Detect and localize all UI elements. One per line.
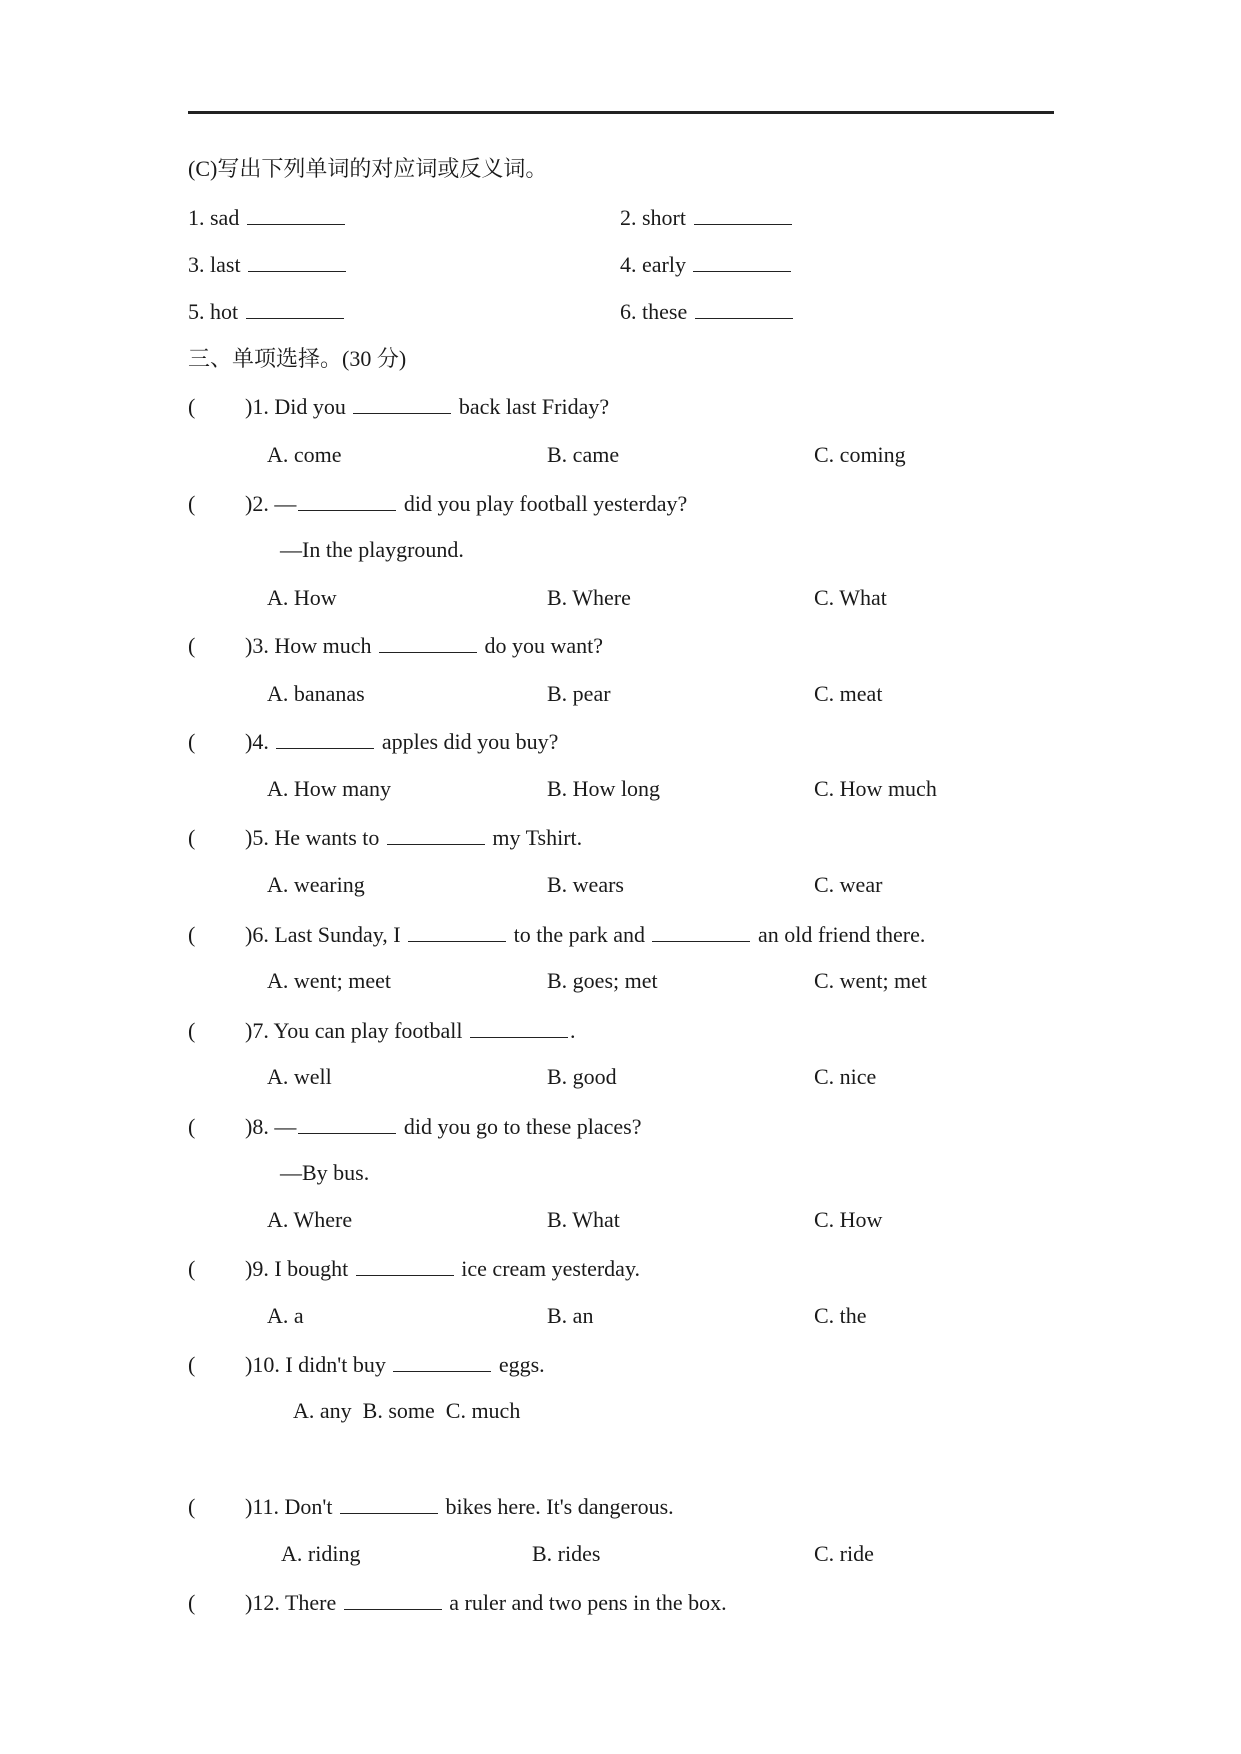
option-a[interactable]: A. wearing bbox=[267, 872, 365, 897]
question-text-before: There bbox=[284, 1590, 337, 1615]
question-blank[interactable] bbox=[298, 490, 396, 511]
question-text-before: Don't bbox=[284, 1494, 333, 1519]
question-9 bbox=[188, 1255, 640, 1282]
question-text-after: . bbox=[570, 1018, 576, 1043]
word-label: 6. these bbox=[620, 299, 688, 324]
option-a[interactable]: A. riding bbox=[281, 1541, 361, 1566]
question-text-before: — bbox=[274, 1114, 297, 1139]
option-c[interactable]: C. How bbox=[814, 1207, 883, 1232]
question-number: )2. bbox=[245, 491, 275, 516]
question-text-after: apples did you buy? bbox=[381, 729, 559, 754]
question-number: )10. bbox=[245, 1352, 286, 1377]
question-5 bbox=[188, 824, 582, 851]
question-number: )1. bbox=[245, 394, 275, 419]
question-blank[interactable] bbox=[298, 1113, 396, 1134]
question-blank[interactable] bbox=[408, 921, 506, 942]
question-3 bbox=[188, 632, 603, 659]
question-1 bbox=[188, 393, 609, 420]
option-c[interactable]: C. wear bbox=[814, 872, 883, 897]
answer-paren-open[interactable]: ( bbox=[188, 394, 196, 419]
answer-paren-open[interactable]: ( bbox=[188, 1590, 196, 1615]
question-text-after: back last Friday? bbox=[458, 394, 610, 419]
option-c[interactable]: C. meat bbox=[814, 681, 883, 706]
question-11 bbox=[188, 1493, 674, 1520]
word-item-4 bbox=[620, 251, 793, 278]
answer-paren-open[interactable]: ( bbox=[188, 729, 196, 754]
option-b[interactable]: B. came bbox=[547, 442, 620, 467]
option-a[interactable]: A. How bbox=[267, 585, 337, 610]
question-text-after: did you play football yesterday? bbox=[403, 491, 688, 516]
option-a[interactable]: A. went; meet bbox=[267, 968, 392, 993]
option-c[interactable]: C. coming bbox=[814, 442, 906, 467]
question-number: )8. bbox=[245, 1114, 275, 1139]
question-blank[interactable] bbox=[340, 1493, 438, 1514]
option-b[interactable]: B. good bbox=[547, 1064, 617, 1089]
question-text-after: ice cream yesterday. bbox=[461, 1256, 641, 1281]
question-text-middle: to the park and bbox=[513, 922, 645, 947]
word-item-6 bbox=[620, 298, 795, 325]
question-text-before: — bbox=[274, 491, 297, 516]
question-number: )6. bbox=[245, 922, 275, 947]
question-number: )11. bbox=[245, 1494, 285, 1519]
answer-blank[interactable] bbox=[693, 251, 791, 272]
question-blank[interactable] bbox=[379, 632, 477, 653]
question-12 bbox=[188, 1589, 727, 1616]
option-c[interactable]: C. ride bbox=[814, 1541, 874, 1566]
question-text-before: I didn't buy bbox=[285, 1352, 386, 1377]
answer-paren-open[interactable]: ( bbox=[188, 1256, 196, 1281]
option-b[interactable]: B. wears bbox=[547, 872, 624, 897]
answer-paren-open[interactable]: ( bbox=[188, 1114, 196, 1139]
word-item-2 bbox=[620, 204, 794, 231]
question-text-after: did you go to these places? bbox=[403, 1114, 642, 1139]
answer-blank[interactable] bbox=[247, 204, 345, 225]
question-blank[interactable] bbox=[356, 1255, 454, 1276]
question-2 bbox=[188, 490, 687, 517]
option-a[interactable]: A. Where bbox=[267, 1207, 353, 1232]
option-c[interactable]: C. What bbox=[814, 585, 887, 610]
question-text-after: my Tshirt. bbox=[492, 825, 583, 850]
question-blank[interactable] bbox=[470, 1017, 568, 1038]
question-8 bbox=[188, 1113, 642, 1140]
word-label: 5. hot bbox=[188, 299, 239, 324]
question-number: )3. bbox=[245, 633, 275, 658]
section-3-title: 三、单项选择。(30 分) bbox=[188, 346, 407, 371]
question-text-after: an old friend there. bbox=[757, 922, 926, 947]
question-text-after: eggs. bbox=[498, 1352, 545, 1377]
word-label: 1. sad bbox=[188, 205, 240, 230]
question-reply: —By bus. bbox=[280, 1160, 370, 1185]
option-b[interactable]: B. What bbox=[547, 1207, 620, 1232]
question-text-before: I bought bbox=[274, 1256, 349, 1281]
header-rule bbox=[188, 111, 1054, 114]
question-text-before: Last Sunday, I bbox=[274, 922, 401, 947]
answer-blank[interactable] bbox=[246, 298, 344, 319]
question-number: )4. bbox=[245, 729, 275, 754]
option-b[interactable]: B. an bbox=[547, 1303, 594, 1328]
answer-paren-open[interactable]: ( bbox=[188, 633, 196, 658]
question-number: )7. bbox=[245, 1018, 274, 1043]
option-a[interactable]: A. well bbox=[267, 1064, 332, 1089]
question-text-after: bikes here. It's dangerous. bbox=[445, 1494, 674, 1519]
question-10 bbox=[188, 1351, 545, 1378]
option-a[interactable]: A. come bbox=[267, 442, 342, 467]
option-b[interactable]: B. How long bbox=[547, 776, 661, 801]
answer-paren-open[interactable]: ( bbox=[188, 1018, 196, 1043]
options-inline[interactable]: A. any B. some C. much bbox=[293, 1398, 521, 1423]
question-blank[interactable] bbox=[276, 728, 374, 749]
section-c-title: (C)写出下列单词的对应词或反义词。 bbox=[188, 156, 548, 181]
answer-paren-open[interactable]: ( bbox=[188, 922, 196, 947]
question-text-after: a ruler and two pens in the box. bbox=[449, 1590, 727, 1615]
answer-blank[interactable] bbox=[248, 251, 346, 272]
question-text-before: You can play football bbox=[273, 1018, 463, 1043]
answer-blank[interactable] bbox=[694, 204, 792, 225]
word-item-3 bbox=[188, 251, 348, 278]
question-text-before: How much bbox=[274, 633, 372, 658]
question-blank-2[interactable] bbox=[652, 921, 750, 942]
option-b[interactable]: B. pear bbox=[547, 681, 611, 706]
question-blank[interactable] bbox=[344, 1589, 442, 1610]
question-6 bbox=[188, 921, 925, 948]
question-number: )9. bbox=[245, 1256, 275, 1281]
option-a[interactable]: A. a bbox=[267, 1303, 304, 1328]
option-c[interactable]: C. the bbox=[814, 1303, 867, 1328]
question-7 bbox=[188, 1017, 576, 1044]
word-item-1 bbox=[188, 204, 347, 231]
question-text-before: He wants to bbox=[274, 825, 380, 850]
question-number: )12. bbox=[245, 1590, 285, 1615]
question-text-after: do you want? bbox=[484, 633, 604, 658]
option-c[interactable]: C. went; met bbox=[814, 968, 928, 993]
question-text-before: Did you bbox=[274, 394, 346, 419]
word-label: 4. early bbox=[620, 252, 686, 277]
word-label: 2. short bbox=[620, 205, 686, 230]
question-blank[interactable] bbox=[353, 393, 451, 414]
word-item-5 bbox=[188, 298, 346, 325]
option-c[interactable]: C. nice bbox=[814, 1064, 877, 1089]
option-b[interactable]: B. Where bbox=[547, 585, 631, 610]
option-a[interactable]: A. bananas bbox=[267, 681, 365, 706]
answer-paren-open[interactable]: ( bbox=[188, 1494, 196, 1519]
option-b[interactable]: B. goes; met bbox=[547, 968, 658, 993]
question-blank[interactable] bbox=[393, 1351, 491, 1372]
word-label: 3. last bbox=[188, 252, 241, 277]
question-number: )5. bbox=[245, 825, 275, 850]
option-c[interactable]: C. How much bbox=[814, 776, 937, 801]
answer-paren-open[interactable]: ( bbox=[188, 491, 196, 516]
answer-blank[interactable] bbox=[695, 298, 793, 319]
question-reply: —In the playground. bbox=[280, 537, 464, 562]
question-4 bbox=[188, 728, 558, 755]
option-b[interactable]: B. rides bbox=[532, 1541, 601, 1566]
answer-paren-open[interactable]: ( bbox=[188, 1352, 196, 1377]
answer-paren-open[interactable]: ( bbox=[188, 825, 196, 850]
option-a[interactable]: A. How many bbox=[267, 776, 392, 801]
question-blank[interactable] bbox=[387, 824, 485, 845]
